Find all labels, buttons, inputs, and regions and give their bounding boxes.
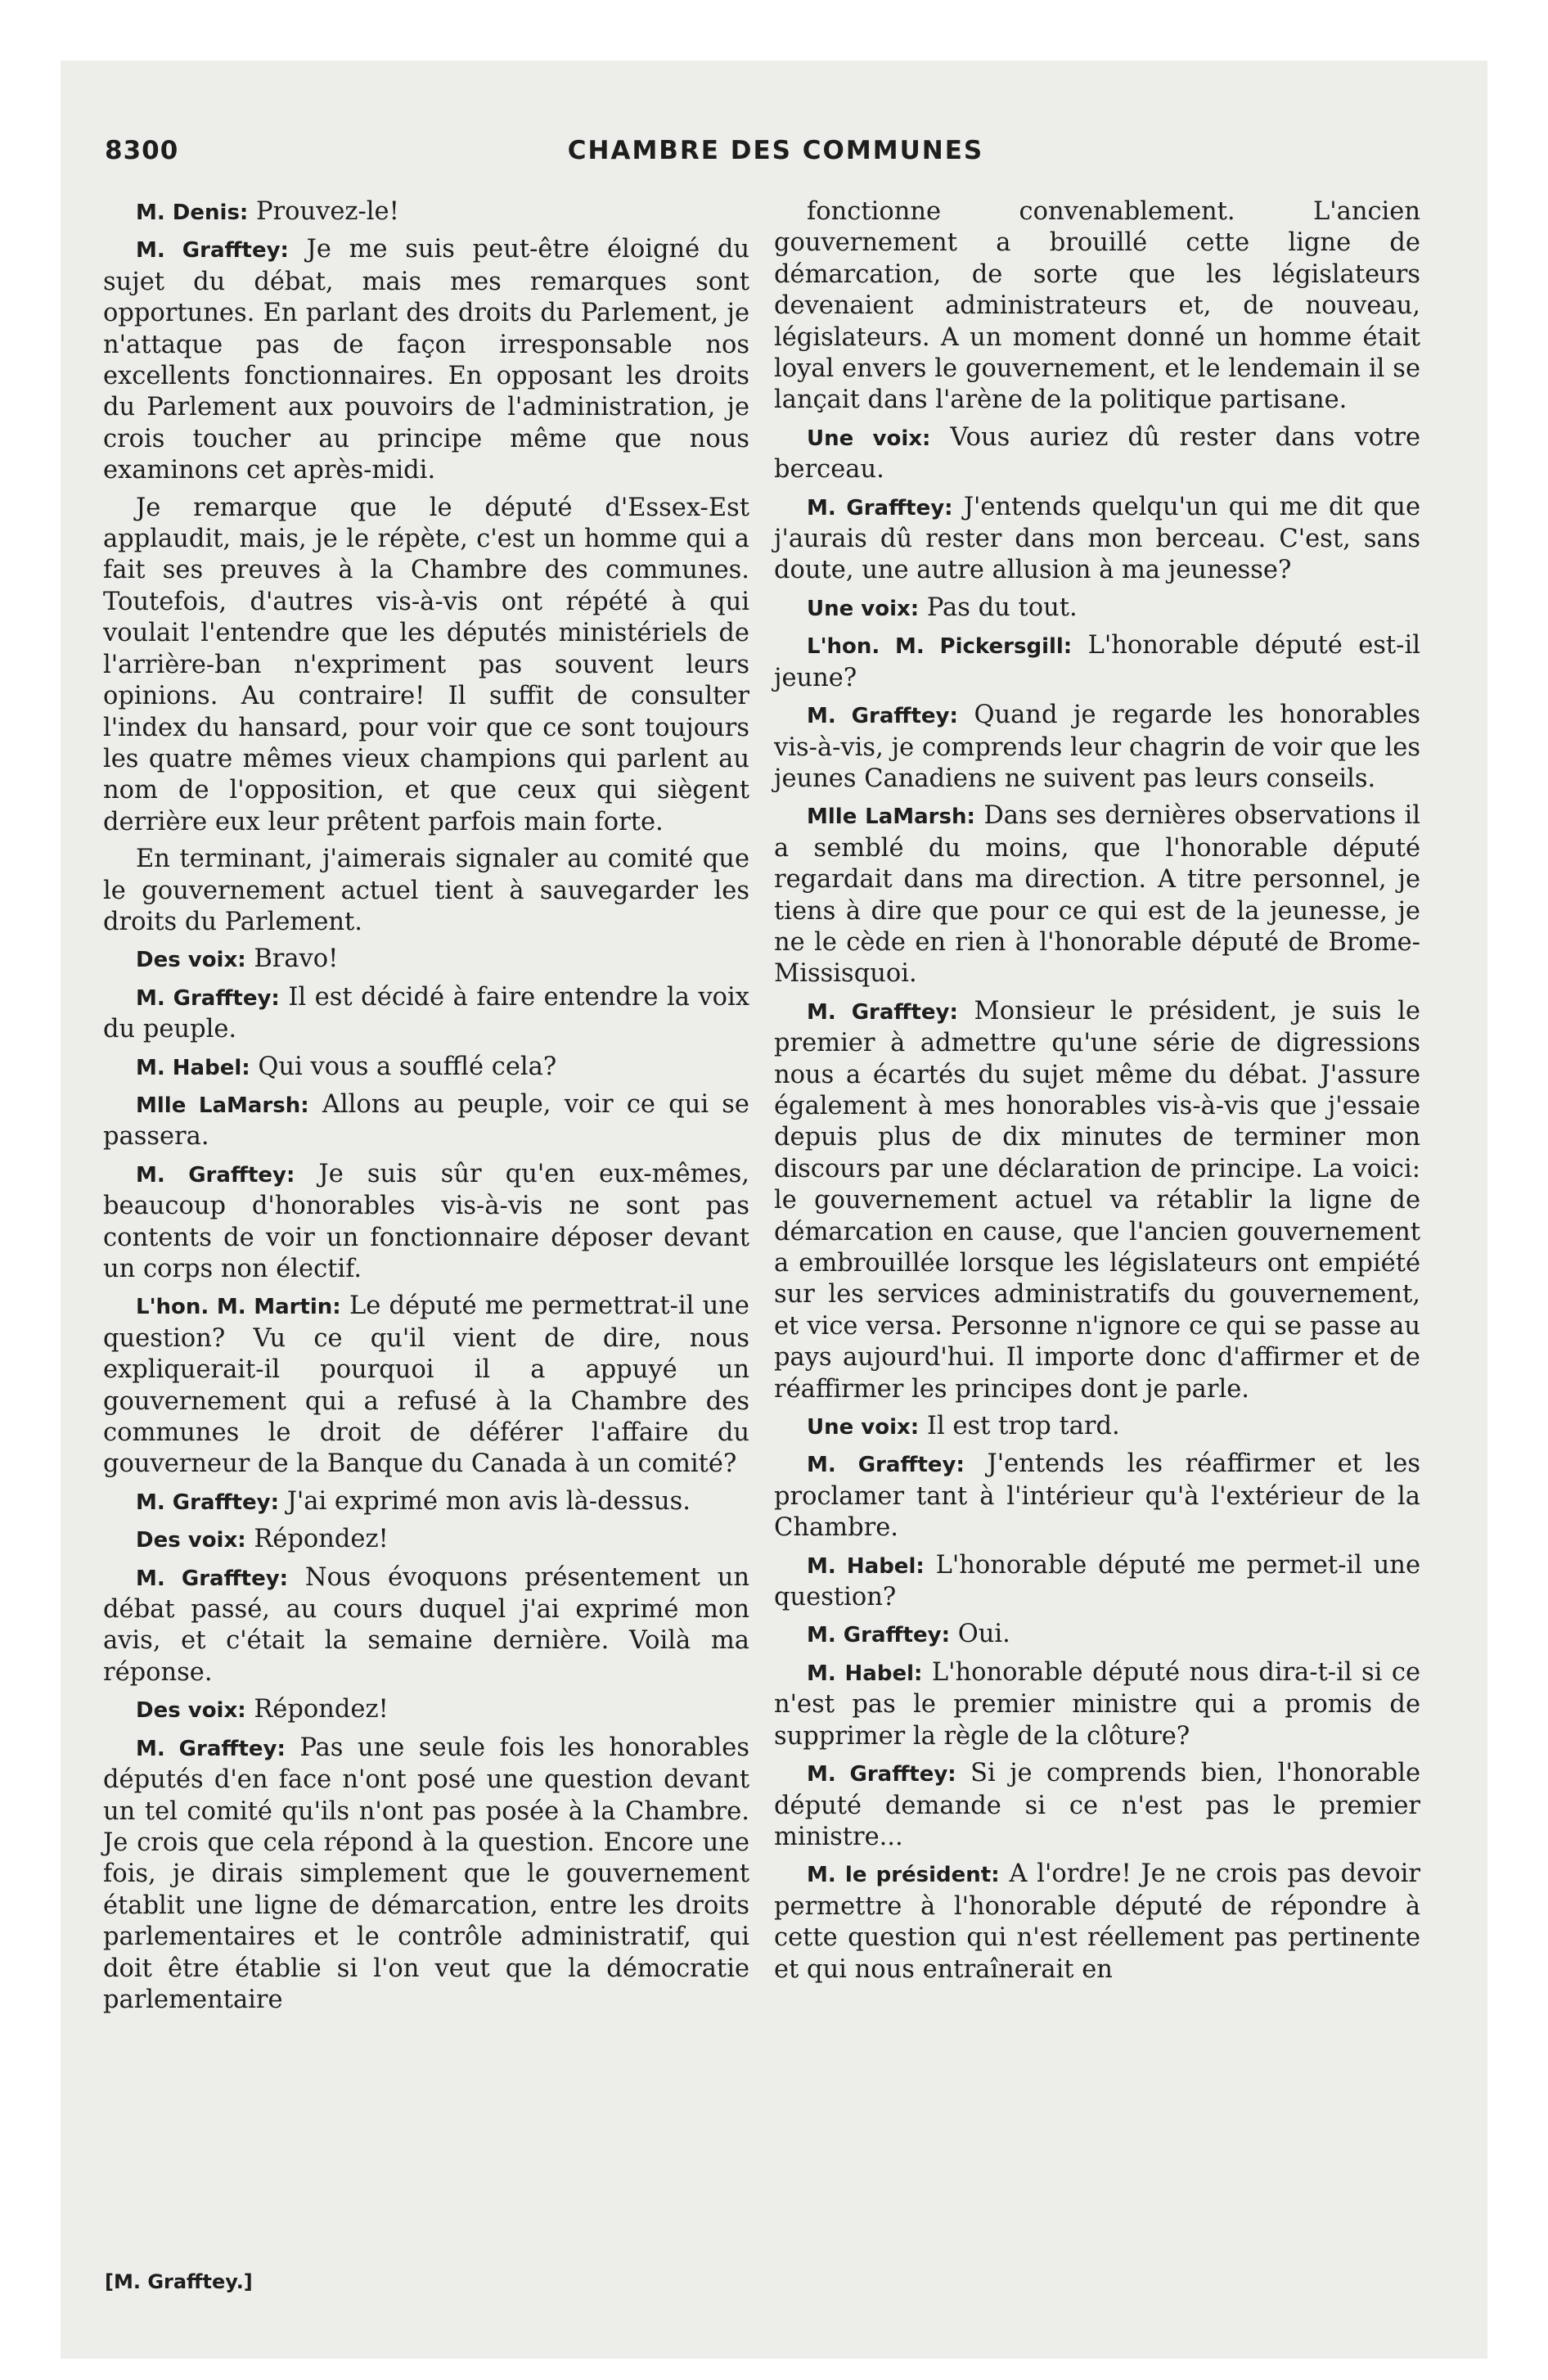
speaker-name: M. le président: <box>807 1863 1000 1888</box>
speech-text: Quand je regarde les honorables vis-à-vis, je comprends leur chagrin de voir que les jeunes Canadiens ne suivent pas leurs conseils. <box>774 701 1421 793</box>
debate-paragraph <box>774 1619 1420 1651</box>
debate-paragraph <box>774 1758 1420 1853</box>
speaker-name: M. Grafftey: <box>136 238 289 264</box>
right-column <box>774 196 1420 1991</box>
speaker-name: M. Habel: <box>136 1055 250 1080</box>
speaker-name: Une voix: <box>807 596 920 621</box>
debate-paragraph <box>103 1052 749 1084</box>
speaker-name: Une voix: <box>807 426 931 451</box>
debate-paragraph <box>774 1657 1420 1752</box>
speech-text: Répondez! <box>254 1525 389 1554</box>
speech-text: En terminant, j'aimerais signaler au comité que le gouvernement actuel tient à sauvegarder les droits du Parlement. <box>103 845 749 936</box>
speech-text: Vous auriez dû rester dans votre berceau. <box>774 422 1420 485</box>
hansard-page <box>61 61 1487 2359</box>
speech-text: J'entends les réaffirmer et les proclamer tant à l'intérieur qu'à l'extérieur de la Chambre. <box>774 1449 1420 1543</box>
debate-paragraph <box>103 196 749 228</box>
debate-paragraph <box>774 800 1420 989</box>
debate-paragraph <box>774 1411 1420 1443</box>
speaker-name: Une voix: <box>807 1415 920 1440</box>
speaker-name: M. Grafftey: <box>136 1736 286 1761</box>
speech-text: Qui vous a soufflé cela? <box>258 1052 557 1081</box>
speaker-name: Mlle LaMarsh: <box>136 1093 309 1118</box>
speech-text: Il est décidé à faire entendre la voix du peuple. <box>103 982 749 1044</box>
speech-text: L'honorable député me permet-il une question? <box>774 1550 1421 1612</box>
debate-paragraph <box>774 1449 1420 1544</box>
debate-paragraph <box>103 1733 749 2017</box>
speech-text: Je remarque que le député d'Essex-Est applaudit, mais, je le répète, c'est un homme qui a fait ses preuves à la Chambre des communes. Toutefois, d'autres vis-à-vis ont répété à qui voulait l'entendre que les députés ministériels de l'arrière-ban n'expriment pas souvent leurs opinions. Au contraire! Il suffit de consulter l'index du hansard, pour voir que ce sont toujours les quatre mêmes vieux champions qui parlent au nom de l'opposition, et que ceux qui siègent derrière eux leur prêtent parfois main forte. <box>103 493 749 836</box>
debate-paragraph <box>103 493 749 838</box>
speech-text: J'ai exprimé mon avis là-dessus. <box>286 1486 691 1516</box>
speaker-name: L'hon. M. Pickersgill: <box>807 634 1073 660</box>
speaker-name: M. Habel: <box>807 1661 923 1686</box>
left-column <box>103 196 749 2022</box>
debate-paragraph <box>774 1859 1420 1986</box>
speaker-footer-note: [M. Grafftey.] <box>105 2270 253 2293</box>
page-header <box>105 136 1447 185</box>
speech-text: L'honorable député est-il jeune? <box>774 631 1420 692</box>
speech-text: Oui. <box>957 1620 1010 1649</box>
debate-paragraph <box>774 593 1420 624</box>
speaker-name: L'hon. M. Martin: <box>136 1295 341 1320</box>
speaker-name: M. Grafftey: <box>807 1762 956 1787</box>
debate-paragraph <box>774 996 1420 1405</box>
speaker-name: Mlle LaMarsh: <box>807 805 975 830</box>
debate-paragraph <box>103 982 749 1046</box>
speaker-name: Des voix: <box>136 1528 246 1553</box>
debate-paragraph <box>103 234 749 486</box>
speech-text: A l'ordre! Je ne crois pas devoir permettre à l'honorable député de répondre à cette question qui n'est réellement pas pertinente et qui nous entraînerait en <box>774 1859 1420 1984</box>
debate-paragraph <box>774 196 1420 417</box>
speaker-name: M. Grafftey: <box>807 1453 965 1478</box>
speaker-name: M. Habel: <box>807 1553 925 1579</box>
debate-paragraph <box>103 1089 749 1153</box>
speech-text: Dans ses dernières observations il a semblé du moins, que l'honorable député regardait dans ma direction. A titre personnel, je tiens à dire que pour ce qui est de la jeunesse, je ne le cède en rien à l'honorable député de Brome-Missisquoi. <box>774 801 1420 989</box>
speech-text: Bravo! <box>254 944 339 974</box>
speaker-name: M. Grafftey: <box>136 1490 279 1515</box>
speaker-name: M. Grafftey: <box>807 495 953 521</box>
page-title: CHAMBRE DES COMMUNES <box>567 136 984 165</box>
speech-text: Monsieur le président, je suis le premier à admettre qu'une série de digressions nous a écartés du sujet même du débat. J'assure également à mes honorables vis-à-vis que j'essaie depuis plus de dix minutes de terminer mon discours par une déclaration de principe. La voici: le gouvernement actuel va rétablir la ligne de démarcation en cause, que l'ancien gouvernement a embrouillée lorsque les législateurs ont empiété sur les services administratifs du gouvernement, et vice versa. Personne n'ignore ce qui se passe au pays aujourd'hui. Il importe donc d'affirmer et de réaffirmer les principes dont je parle. <box>774 996 1420 1404</box>
speaker-name: M. Denis: <box>136 201 249 225</box>
speech-text: Le député me permettrat-il une question? Vu ce qu'il vient de dire, nous expliquerait-il pourquoi il a appuyé un gouvernement qui a refusé à la Chambre des communes le droit de déférer l'affaire du gouverneur de la Banque du Canada à un comité? <box>103 1291 749 1479</box>
debate-paragraph <box>103 1291 749 1480</box>
debate-paragraph <box>774 630 1420 694</box>
debate-paragraph <box>103 1562 749 1689</box>
speech-text: Je suis sûr qu'en eux-mêmes, beaucoup d'honorables vis-à-vis ne sont pas contents de voir un fonctionnaire déposer devant un corps non électif. <box>103 1159 749 1283</box>
debate-paragraph <box>103 1159 749 1286</box>
speaker-name: Des voix: <box>136 948 246 973</box>
debate-paragraph <box>103 1486 749 1518</box>
speaker-name: M. Grafftey: <box>136 1162 295 1188</box>
debate-paragraph <box>103 844 749 938</box>
speech-text: Répondez! <box>254 1695 389 1724</box>
debate-paragraph <box>103 1694 749 1726</box>
speech-text: Si je comprends bien, l'honorable député demande si ce n'est pas le premier ministre... <box>774 1759 1420 1851</box>
speaker-name: M. Grafftey: <box>136 985 280 1011</box>
debate-paragraph <box>774 1550 1420 1614</box>
debate-paragraph <box>774 700 1420 795</box>
debate-paragraph <box>774 492 1420 587</box>
speech-text: L'honorable député nous dira-t-il si ce n'est pas le premier ministre qui a promis de supprimer la règle de la clôture? <box>774 1657 1420 1751</box>
debate-paragraph <box>103 1524 749 1556</box>
speech-text: J'entends quelqu'un qui me dit que j'aurais dû rester dans mon berceau. C'est, sans doute, une autre allusion à ma jeunesse? <box>774 492 1420 585</box>
speech-text: Nous évoquons présentement un débat passé, au cours duquel j'ai exprimé mon avis, et c'était la semaine dernière. Voilà ma réponse. <box>103 1562 749 1687</box>
speaker-name: M. Grafftey: <box>807 704 958 729</box>
debate-paragraph <box>774 422 1420 486</box>
debate-paragraph <box>103 944 749 976</box>
speech-text: Je me suis peut-être éloigné du sujet du débat, mais mes remarques sont opportunes. En parlant des droits du Parlement, je n'attaque pas de façon irresponsable nos excellents fonctionnaires. En opposant les droits du Parlement aux pouvoirs de l'administration, je crois toucher au principe même que nous examinons cet après-midi. <box>103 235 750 485</box>
speaker-name: M. Grafftey: <box>807 999 958 1025</box>
speech-text: Prouvez-le! <box>256 197 399 226</box>
speaker-name: M. Grafftey: <box>136 1566 289 1591</box>
speaker-name: Des voix: <box>136 1698 246 1724</box>
speech-text: Il est trop tard. <box>926 1412 1120 1441</box>
page-number: 8300 <box>105 136 179 165</box>
speech-text: fonctionne convenablement. L'ancien gouvernement a brouillé cette ligne de démarcation, de sorte que les législateurs devenaient administrateurs et, de nouveau, législateurs. A un moment donné un homme était loyal envers le gouvernement, et le lendemain il se lançait dans l'arène de la politique partisane. <box>774 197 1420 415</box>
speaker-name: M. Grafftey: <box>807 1623 950 1648</box>
speech-text: Pas une seule fois les honorables députés d'en face n'ont posé une question devant un tel comité qu'ils n'ont pas posée à la Chambre. Je crois que cela répond à la question. Encore une fois, je dirais simplement que le gouvernement établit une ligne de démarcation, entre les droits parlementaires et le contrôle administratif, qui doit être établie si l'on veut que la démocratie parlementaire <box>103 1733 749 2014</box>
speech-text: Allons au peuple, voir ce qui se passera. <box>103 1089 749 1152</box>
speech-text: Pas du tout. <box>926 593 1078 622</box>
